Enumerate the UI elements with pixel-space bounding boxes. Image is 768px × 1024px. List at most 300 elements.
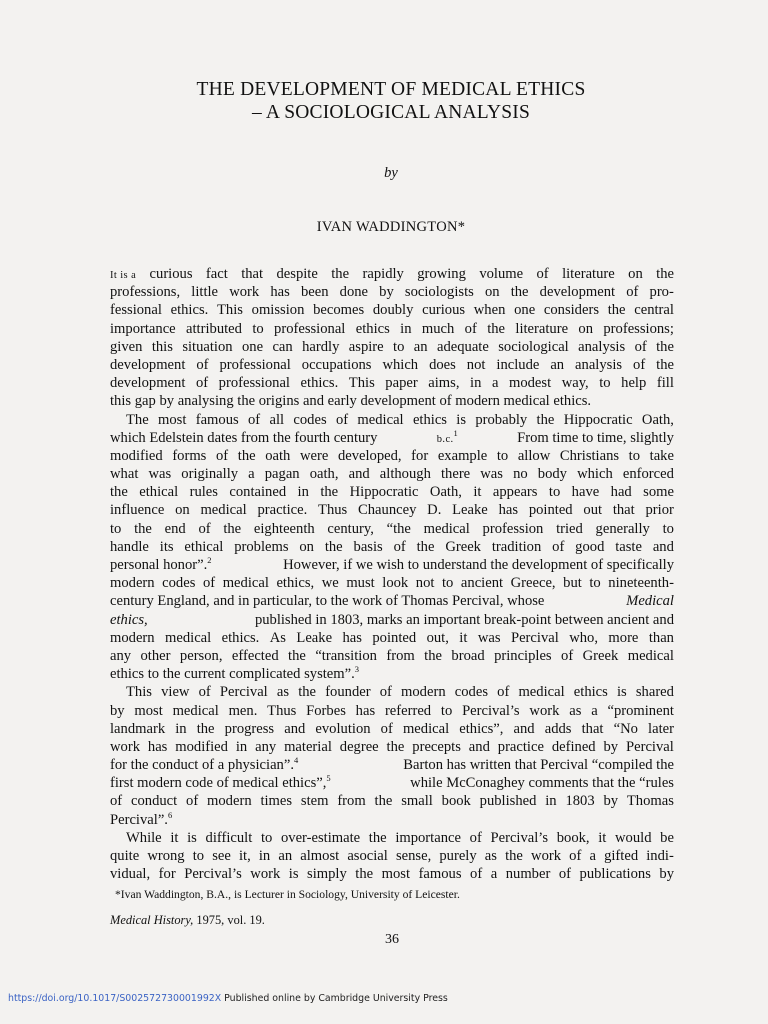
word: sense, (395, 848, 432, 864)
word: originally (181, 466, 239, 483)
word: of (335, 411, 349, 428)
word: published (479, 793, 537, 810)
word: While (126, 829, 162, 846)
body-line (110, 320, 674, 338)
word: in (297, 484, 309, 501)
word: modified (110, 447, 163, 464)
word: been (300, 284, 329, 301)
word: principles (494, 647, 552, 664)
word: times (260, 793, 293, 810)
word: Percival’s (184, 866, 242, 883)
word: for (411, 447, 429, 464)
word: to (628, 447, 641, 464)
word: codes (162, 575, 196, 592)
word: Leake (452, 502, 488, 519)
body-line (110, 720, 674, 738)
word: be (660, 829, 674, 846)
word: medical (165, 629, 212, 646)
word: famous (195, 411, 239, 428)
body-line (110, 338, 674, 356)
word: more (608, 629, 639, 646)
author-footnote: *Ivan Waddington, B.A., is Lecturer in Sociology, University of Leicester. (115, 888, 460, 901)
word: This (217, 302, 243, 319)
word: medical (423, 520, 470, 537)
word: not (415, 575, 435, 592)
word: of (464, 320, 477, 337)
word: medical (402, 720, 450, 737)
small-caps-opening: It is a (110, 270, 137, 281)
word: of (634, 338, 647, 355)
word: This (348, 375, 375, 392)
word: despite (276, 266, 318, 282)
word: the (110, 484, 128, 501)
word: purely (439, 848, 477, 864)
word: modern (207, 793, 252, 810)
word: book, (556, 829, 590, 846)
word: professional (274, 320, 346, 337)
word: to (548, 484, 561, 501)
word: later (648, 720, 674, 737)
word: one (241, 338, 264, 355)
word: eighteenth (253, 520, 315, 537)
word: most (134, 702, 163, 719)
word: was (480, 466, 503, 483)
word: analysis (575, 356, 623, 373)
word: is (288, 866, 299, 883)
body-line (110, 574, 674, 592)
word: help (621, 375, 647, 392)
word: in (235, 738, 248, 755)
word: to (260, 829, 273, 846)
word: other (140, 647, 171, 664)
word: in (545, 793, 557, 810)
word: asocial (347, 848, 388, 864)
word: prior (645, 502, 674, 519)
word: from (337, 793, 366, 810)
word: importance (110, 320, 176, 337)
word: number (505, 866, 551, 883)
word: “No (613, 720, 638, 737)
word: medical (200, 502, 247, 519)
word: end (164, 520, 186, 537)
word: professions, (110, 284, 181, 301)
word: fill (656, 375, 674, 392)
word: this (151, 338, 173, 355)
word: by (110, 702, 125, 719)
word: Greece, (510, 575, 556, 592)
word: to (442, 575, 454, 592)
word: the (510, 284, 529, 301)
word: the (607, 302, 626, 319)
word: ethical (139, 484, 179, 501)
word: the (656, 338, 674, 355)
word: rules (189, 484, 218, 501)
word: almost (300, 848, 340, 864)
word: medical (172, 702, 219, 719)
body-line (110, 538, 674, 556)
word: Oath, (429, 484, 462, 501)
word: the (134, 520, 152, 537)
word: oath, (309, 466, 339, 483)
journal-detail: 1975, vol. 19. (196, 913, 265, 927)
word: omission (251, 302, 305, 319)
word: that (581, 720, 604, 737)
body-line (110, 520, 674, 538)
word: 1803 (565, 793, 595, 810)
word: on (175, 502, 190, 519)
word: there (440, 466, 471, 483)
word: which (577, 466, 613, 483)
word: ethics (355, 320, 390, 337)
word: of (202, 575, 216, 592)
word: medical (518, 684, 565, 701)
word: and (348, 466, 370, 483)
word: some (643, 484, 674, 501)
word: example (437, 447, 488, 464)
word: would (615, 829, 652, 846)
word: referred (384, 702, 432, 719)
word: of (497, 684, 510, 701)
word: from (386, 647, 415, 664)
word: than (648, 629, 674, 646)
word: the (536, 411, 555, 428)
word: most (158, 411, 187, 428)
word: of (198, 520, 211, 537)
word: of (633, 356, 646, 373)
italic-title: ethics, (110, 611, 148, 628)
word: little (191, 284, 219, 301)
word: although (379, 466, 431, 483)
word: it (170, 829, 179, 846)
word: ethical (184, 538, 224, 555)
word: Hippocratic (563, 411, 633, 428)
word: its (159, 538, 174, 555)
word: all (269, 411, 285, 428)
word: what (110, 466, 139, 483)
word: D. (427, 502, 442, 519)
word: have (571, 484, 600, 501)
word: a (490, 866, 498, 883)
word: ethics, (276, 575, 315, 592)
word: central (634, 302, 674, 319)
word: “the (386, 520, 411, 537)
word: has (270, 284, 290, 301)
body-line (110, 374, 674, 392)
word: any (110, 647, 132, 664)
word: over-estimate (280, 829, 361, 846)
word: practice. (257, 502, 308, 519)
word: in (470, 375, 482, 392)
word: can (272, 338, 293, 355)
word: modest (508, 375, 552, 392)
word: modern (110, 575, 155, 592)
word: influence (110, 502, 165, 519)
word: must (346, 575, 375, 592)
word: of (393, 538, 406, 555)
title-line-1: THE DEVELOPMENT OF MEDICAL ETHICS (196, 79, 586, 100)
word: person, (179, 647, 223, 664)
word: the (324, 538, 343, 555)
word: an (550, 356, 565, 373)
word: occupations (301, 356, 372, 373)
word: codes (454, 684, 488, 701)
word: the (237, 447, 256, 464)
body-line: this gap by analysing the origins and early development of modern medical ethics. (110, 393, 592, 410)
body-line: which Edelstein dates from the fourth century b.c.$^1$ From time to time, slightly (110, 427, 674, 446)
word: Thus (318, 502, 348, 519)
word: difficult (205, 829, 253, 846)
word: curious (149, 266, 193, 282)
word: Percival’s (490, 829, 549, 846)
doi-link[interactable]: https://doi.org/10.1017/S002572730001992X (8, 993, 222, 1004)
word: as (276, 684, 290, 701)
body-line: first modern code of medical ethics”,$^5$ while McConaghey comments that the “rules (110, 773, 674, 792)
word: Percival (510, 629, 559, 646)
word: which (382, 356, 419, 373)
word: degree (339, 738, 379, 755)
journal-name: Medical History, (110, 913, 194, 927)
body-line: ethics to the current complicated system”.$^3$ (110, 664, 360, 683)
word: simply (307, 866, 347, 883)
footnote-ref: 5 (326, 773, 331, 784)
word: ethics. (300, 375, 339, 392)
word: most (381, 866, 411, 883)
body-line (110, 265, 674, 283)
body-line (110, 647, 674, 665)
word: development (539, 284, 616, 301)
word: the (656, 356, 674, 373)
word: pointed (528, 502, 573, 519)
word: of (469, 829, 482, 846)
word: is (616, 684, 627, 701)
word: for (158, 866, 176, 883)
word: codes (293, 411, 327, 428)
footnote-ref: 6 (167, 809, 173, 820)
word: ancient (460, 575, 504, 592)
word: This (126, 684, 152, 701)
word: The (126, 411, 149, 428)
word: the (374, 793, 393, 810)
word: who, (569, 629, 598, 646)
body-line (110, 411, 674, 429)
word: an (278, 848, 293, 864)
footnote-ref: 2 (207, 555, 212, 566)
word: nineteenth- (608, 575, 674, 592)
word: century, (327, 520, 374, 537)
word: material (284, 738, 332, 755)
word: landmark (110, 720, 166, 737)
body-line (110, 283, 674, 301)
word: “transition (315, 647, 377, 664)
word: of (626, 284, 639, 301)
word: precepts (412, 738, 461, 755)
word: work (229, 284, 260, 301)
word: work (529, 702, 560, 719)
word: growing (417, 266, 466, 282)
word: we (321, 575, 339, 592)
word: Chauncey (358, 502, 417, 519)
word: small (401, 793, 433, 810)
word: professional (219, 356, 291, 373)
word: on (299, 538, 314, 555)
word: look (382, 575, 409, 592)
word: the (368, 829, 387, 846)
word: see (212, 848, 231, 864)
word: development (110, 356, 186, 373)
body-line (110, 356, 674, 374)
word: analysis (578, 338, 626, 355)
word: gifted (604, 848, 639, 864)
word: were (299, 447, 329, 464)
word: take (649, 447, 674, 464)
word: had (610, 484, 632, 501)
word: of (536, 266, 549, 282)
word: ethics (573, 684, 608, 701)
word: to (252, 320, 264, 337)
word: literature (562, 266, 615, 282)
word: any (255, 738, 277, 755)
word: the (487, 320, 506, 337)
word: of (379, 684, 392, 701)
word: indi- (646, 848, 674, 864)
word: and (513, 720, 535, 737)
word: when (473, 302, 506, 319)
word: aims, (428, 375, 460, 392)
word: ethics. (170, 302, 209, 319)
word: tradition (491, 538, 542, 555)
body-line (110, 865, 674, 883)
word: it, (238, 848, 251, 864)
word: has (147, 738, 168, 755)
word: Percival’s (462, 702, 520, 719)
page-number: 36 (385, 932, 399, 947)
body-line (110, 683, 674, 701)
body-line (110, 301, 674, 319)
word: book (441, 793, 471, 810)
word: medical (627, 647, 674, 664)
word: Percival (625, 738, 674, 755)
word: a (591, 702, 598, 719)
word: include (496, 356, 540, 373)
word: work (250, 866, 281, 883)
body-line: personal honor”.$^2$ However, if we wish to understand the development of specifically (110, 555, 674, 573)
word: the (331, 266, 350, 282)
word: sociologists (404, 284, 474, 301)
word: literature (515, 320, 569, 337)
body-line (110, 738, 674, 756)
word: aspire (348, 338, 384, 355)
word: generally (595, 520, 650, 537)
word: situation (182, 338, 233, 355)
word: tried (556, 520, 583, 537)
word: progress (224, 720, 275, 737)
word: body (537, 466, 567, 483)
word: has (342, 629, 362, 646)
word: forms (172, 447, 207, 464)
word: work (110, 738, 140, 755)
word: Thus (267, 702, 297, 719)
word: done (339, 284, 369, 301)
body-line (110, 702, 674, 720)
word: by (659, 866, 674, 883)
word: ethics (412, 411, 447, 428)
body-line: for the conduct of a physician”.$^4$ Barton has written that Percival “compiled the (110, 755, 674, 774)
word: basis (353, 538, 383, 555)
word: Leake (296, 629, 333, 646)
word: is (187, 829, 197, 846)
word: importance (395, 829, 461, 846)
body-line: ethics, published in 1803, marks an important break-point between ancient and (110, 611, 674, 628)
word: practice (497, 738, 544, 755)
word: of (569, 848, 582, 864)
word: the (196, 720, 215, 737)
word: pointed (372, 629, 417, 646)
word: and (284, 720, 306, 737)
word: the (505, 848, 523, 864)
word: becomes (313, 302, 365, 319)
footnote-ref: 1 (453, 427, 458, 438)
word: that (612, 502, 635, 519)
word: of (561, 647, 574, 664)
word: handle (110, 538, 149, 555)
word: Forbes (306, 702, 346, 719)
body-line (110, 792, 674, 810)
article-title (110, 78, 672, 124)
word: is (456, 411, 467, 428)
word: ethics”, (459, 720, 504, 737)
word: attributed (186, 320, 242, 337)
word: way, (561, 375, 589, 392)
word: taste (615, 538, 642, 555)
word: of (248, 411, 261, 428)
word: founder (325, 684, 371, 701)
word: modified (175, 738, 228, 755)
word: to (110, 520, 122, 537)
word: fessional (110, 302, 162, 319)
word: work (531, 848, 562, 864)
word: was (148, 466, 172, 483)
word: volume (479, 266, 524, 282)
word: men. (228, 702, 258, 719)
word: ethics. (221, 629, 260, 646)
word: contained (229, 484, 287, 501)
word: to (589, 575, 601, 592)
body-line: century England, and in particular, to the work of Thomas Percival, whose Medical (110, 593, 674, 610)
word: in (258, 848, 271, 864)
body-line (110, 501, 674, 519)
word: Hippocratic (349, 484, 419, 501)
journal-citation (110, 913, 265, 928)
word: probably (475, 411, 528, 428)
word: to (192, 848, 205, 864)
word: modern (110, 629, 155, 646)
word: pro- (649, 284, 674, 301)
word: of (196, 356, 209, 373)
word: a (491, 375, 499, 392)
word: evolution (315, 720, 371, 737)
word: as (569, 702, 582, 719)
word: Greek (445, 538, 481, 555)
word: one (514, 302, 536, 319)
word: Thomas (626, 793, 674, 810)
author-name: IVAN WADDINGTON* (316, 219, 466, 235)
word: modern (401, 684, 446, 701)
word: it (459, 629, 468, 646)
word: the (223, 520, 242, 537)
word: good (575, 538, 605, 555)
word: appears (492, 484, 538, 501)
title-line-2: – A SOCIOLOGICAL ANALYSIS (251, 102, 531, 123)
